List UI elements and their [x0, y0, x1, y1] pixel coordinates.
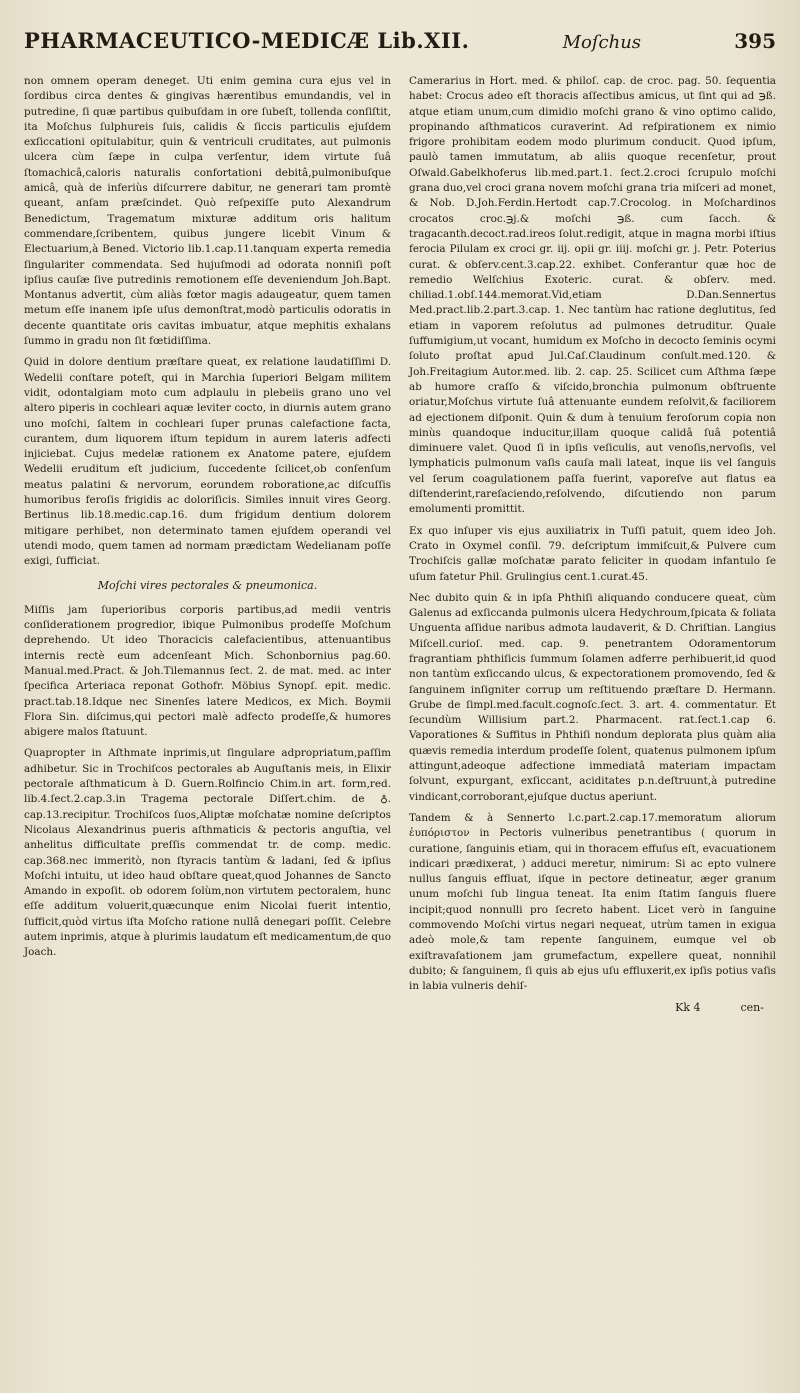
catchword: cen-	[740, 1000, 764, 1014]
page-footer	[409, 1001, 776, 1014]
right-column	[409, 74, 776, 1014]
left-paragraph-1: non omnem operam deneget. Uti enim gemina cura ejus vel in ſordibus circa dentes & gingivas hærentibus emundandis, vel in putredine, ſi quæ partibus quibuſdam in ore ſubeſt, tollenda conſiſtit, ita Moſchus ſulphureis ſuis, calidis & ſiccis particulis ejuſdem exſiccationi opitulabitur, quin & ventriculi cruditates, aut pulmonis ulcera cùm ſæpe in culpa verſentur, idem virtute ſuâ ſtomachicâ,caloris naturalis confortationi debitâ,pulmonibuſque amicâ, quà de inferiùs diſcurrere dabitur, ne generari tam promtè queant, anſam præſcindet. Quò reſpexiſſe puto Alexandrum Benedictum, Tragematum mixturæ additum oris halitum commendare,ſcribentem, quibus jungere licebit Vinum & Electuarium,à Bened. Victorio lib.1.cap.11.tanquam experta remedia ſingulariter commendata. Sed hujuſmodi ad odorata nonniſi poſt ipſius cauſæ ſive putredinis remotionem eſſe deveniendum Joh.Bapt. Montanus advertit, cùm aliàs fœtor magis adaugeatur, quem tamen metum eſſe inanem ipſe uſus demonſtrat,modò particulis odoratis in decente quantitate oris cavitas imbuatur, atque mephitis exhalans ſummo in gradu non ſit fœtidiſſima.	[24, 75, 391, 348]
text-columns	[24, 74, 776, 1014]
running-head	[24, 28, 776, 68]
left-paragraph-3: Miſſis jam ſuperioribus corporis partibus,ad medii ventris conſiderationem progredior, ibique Pulmonibus prodeſſe Moſchum deprehendo. Ut ideo Thoracicis calefacientibus, attenuantibus internis rectè eum adcenſeant Mich. Schonbornius pag.60. Manual.med.Pract. & Joh.Tilemannus ſect. 2. de mat. med. ac inter ſpecifica Arteriaca reponat Gothofr. Möbius Synopſ. epit. medic. pract.tab.18.Idque nec Sinenſes latere Medicos, ex Mich. Boymii Flora Sin. diſcimus,qui pectori malè adfecto prodeſſe,& humores abigere malos ſtatuunt.	[24, 603, 391, 739]
running-title: PHARMACEUTICO-MEDICÆ Lib.XII.	[24, 28, 470, 53]
right-paragraph-3: Nec dubito quin & in ipſa Phthiſi aliquando conducere queat, cùm Galenus ad exſiccanda pulmonis ulcera Hedychroum,ſpicata & foliata Unguenta aſſidue naribus admota laudaverit, & D. Chriſtian. Langius Miſcell.curioſ. med. cap. 9. penetrantem Odoramentorum fragrantiam phthiſicis ſummum ſolamen adferre perhibuerit,id quod non tantùm exſiccando ulcus, & expectorationem promovendo, ſed & ſanguinem inſigniter corrup um reſtituendo præſtare D. Hermann. Grube de ſimpl.med.facult.cognoſc.ſect. 3. art. 4. commentatur. Et ſecundùm Willisium part.2. Pharmacent. rat.ſect.1.cap 6. Vaporationes & Suffitus in Phthiſi nondum deplorata plus quàm alia quævis remedia interdum prodeſſe ſolent, quatenus pulmonem ipſum attingunt,adeoque adfectione immediatâ materiam impactam ſolvunt, expurgant, exſiccant, aciditates p.n.deſtruunt,à putredine vindicant,corroborant,ejuſque ductus aperiunt.	[409, 591, 776, 803]
left-column	[24, 74, 391, 1014]
left-paragraph-4: Quapropter in Aſthmate inprimis,ut ſingulare adpropriatum,paſſim adhibetur. Sic in Trochiſcos pectorales ab Auguſtanis meis, in Elixir pectorale aſthmaticum à D. Guern.Rolfincio Chim.in art. form,red. lib.4.ſect.2.cap.3.in Tragema pectorale Diſſert.chim. de ♁. cap.13.recipitur. Trochiſcos ſuos,Aliptæ moſchatæ nomine deſcriptos Nicolaus Alexandrinus pueris aſthmaticis & pectoris anguſtia, vel anhelitus difficultate preſſis commendat tr. de comp. medic. cap.368.nec immeritò, non ſtyracis tantùm & ladani, ſed & ipſius Moſchi intuitu, ut ideo haud obſtare queat,quod Johannes de Sancto Amando in expoſit. ob odorem ſolùm,non virtutem pectoralem, hunc eſſe additum voluerit,quæcunque enim Nicolai fuerit intentio, ſufficit,quòd virtus iſta Moſcho ratione nullâ denegari poſſit. Celebre autem inprimis, atque à plurimis laudatum eſt medicamentum,de quo Joach.	[24, 747, 391, 959]
running-topic: Moſchus	[562, 32, 642, 53]
right-paragraph-4: Tandem & à Sennerto l.c.part.2.cap.17.memoratum aliorum ἐυπόριστον in Pectoris vulneribus penetrantibus ( quorum in curatione, ſanguinis etiam, qui in thoracem effuſus eſt, evacuationem indicari prædixerat, ) adduci meretur, nimirum: Si ac epto vulnere nullus ſanguis effluat, iſque in pectore detineatur, æger granum unum moſchi ſub lingua teneat. Ita enim ſtatim ſanguis fluere incipit;quod nonnulli pro ſecreto habent. Licet verò in ſanguine commovendo Moſchi virtus negari nequeat, utrùm tamen in exigua adeò mole,& tam repente ſanguinem, eumque vel ob exiſtravaſationem jam grumefactum, expellere queat, nonnihil dubito; & ſanguinem, ſi quis ab ejus uſu effluxerit,ex ipſis potius vaſis in labia vulneris dehiſ-	[409, 811, 776, 993]
left-paragraph-2: Quid in dolore dentium præſtare queat, ex relatione laudatiſſimi D. Wedelii conſtare poteſt, qui in Marchia ſuperiori Belgam militem vidit, odontalgiam moto cum adplaulu in plebeiis grano uno vel altero piperis in cochleari aquæ leviter cocto, in diurnis autem grano uno moſchi, ſaltem in cochleari ſuper prunas calefactione facta, curantem, dum liquorem iſtum tepidum in aurem lateris adfecti injiciebat. Cujus medelæ rationem ex Anatome patere, ejuſdem Wedelii eruditum eſt judicium, ſuccedente ſcilicet,ob conſenſum meatus palatini & nervorum, eorundem roboratione,ac diſcuſſis humoribus feroſis frigidis ac doloriſicis. Similes innuit vires Georg. Bertinus lib.18.medic.cap.16. dum frigidum dentium dolorem mitigare perhibet, non determinato tamen ejuſdem operandi vel utendi modo, quem tamen ad normam prædictam Wedelianam poſſe exigi, ſufficiat.	[24, 356, 391, 568]
section-heading: Moſchi vires pectorales & pneumonica.	[97, 578, 318, 592]
right-paragraph-2: Ex quo inſuper vis ejus auxiliatrix in Tuſſi patuit, quem ideo Joh. Crato in Oxymel conſil. 79. deſcriptum immiſcuit,& Pulvere cum Trochiſcis gallæ moſchatæ parato feliciter in quodam infantulo ſe uſum fatetur Phil. Grulingius cent.1.curat.45.	[409, 524, 776, 583]
page-number: 395	[734, 29, 776, 53]
right-paragraph-1: Camerarius in Hort. med. & philoſ. cap. de croc. pag. 50. ſequentia habet: Crocus adeo eſt thoracis aſſectibus amicus, ut ſint qui ad ℈ß. atque etiam unum,cum dimidio moſchi grano & vino optimo calido, propinando aſthmaticos curaverint. Ad reſpirationem ex nimio frigore prohibitam eodem modo plurimum conducit. Quod ipſum, paulò tamen immutatum, ab aliis quoque recenſetur, prout Oſwald.Gabelkhoferus lib.med.part.1. ſect.2.croci ſcrupulo moſchi grana duo,vel croci grana novem moſchi grana tria miſceri ad monet, & Nob. D.Joh.Ferdin.Hertodt cap.7.Crocolog. in Moſchardinos crocatos croc.℈j.& moſchi ℈ß. cum ſacch. & tragacanth.decoct.rad.ireos ſolut.redigit, atque in magna morbi iſtius ferocia Pilulam ex croci gr. iij. opii gr. iiij. moſchi gr. j. Petr. Poterius curat. & obſerv.cent.3.cap.22. exhibet. Conferantur quæ hoc de remedio Welſchius Exoteric. curat. & obſerv. med. chiliad.1.obſ.144.memorat.Vid,etiam D.Dan.Sennertus Med.pract.lib.2.part.3.cap. 1. Nec tantùm hac ratione deglutitus, ſed etiam in vaporem reſolutus ad pulmones detruditur. Quale ſuffumigium,ut vocant, humidum ex Moſcho in decocto ſeminis ocymi ſoluto proſtat apud Jul.Caſ.Claudinum conſult.med.120. & Joh.Freitagium Autor.med. lib. 2. cap. 25. Scilicet cum Aſthma ſæpe ab humore craſſo & viſcido,bronchia pulmonum obſtruente oriatur,Moſchus virtute ſuâ attenuante eundem reſolvit,& faciliorem ad ejectionem diſponit. Quin & dum à tenuium feroſorum copia non minùs quandoque inducitur,illam quoque calidâ ſuâ potentiâ diminuere valet. Quod ſi in ipſis veſiculis, aut venoſis,nervoſis, vel lymphaticis pulmonum vaſis cauſa mali lateat, inque iis vel ſanguis vel ſerum coagulationem paſſa fuerint, vaporeſve aut flatus ea diſtenderint,rareſaciendo,reſolvendo, diſcutiendo non parum emolumenti promittit.	[409, 75, 776, 516]
signature-mark: Kk 4	[675, 1000, 701, 1014]
